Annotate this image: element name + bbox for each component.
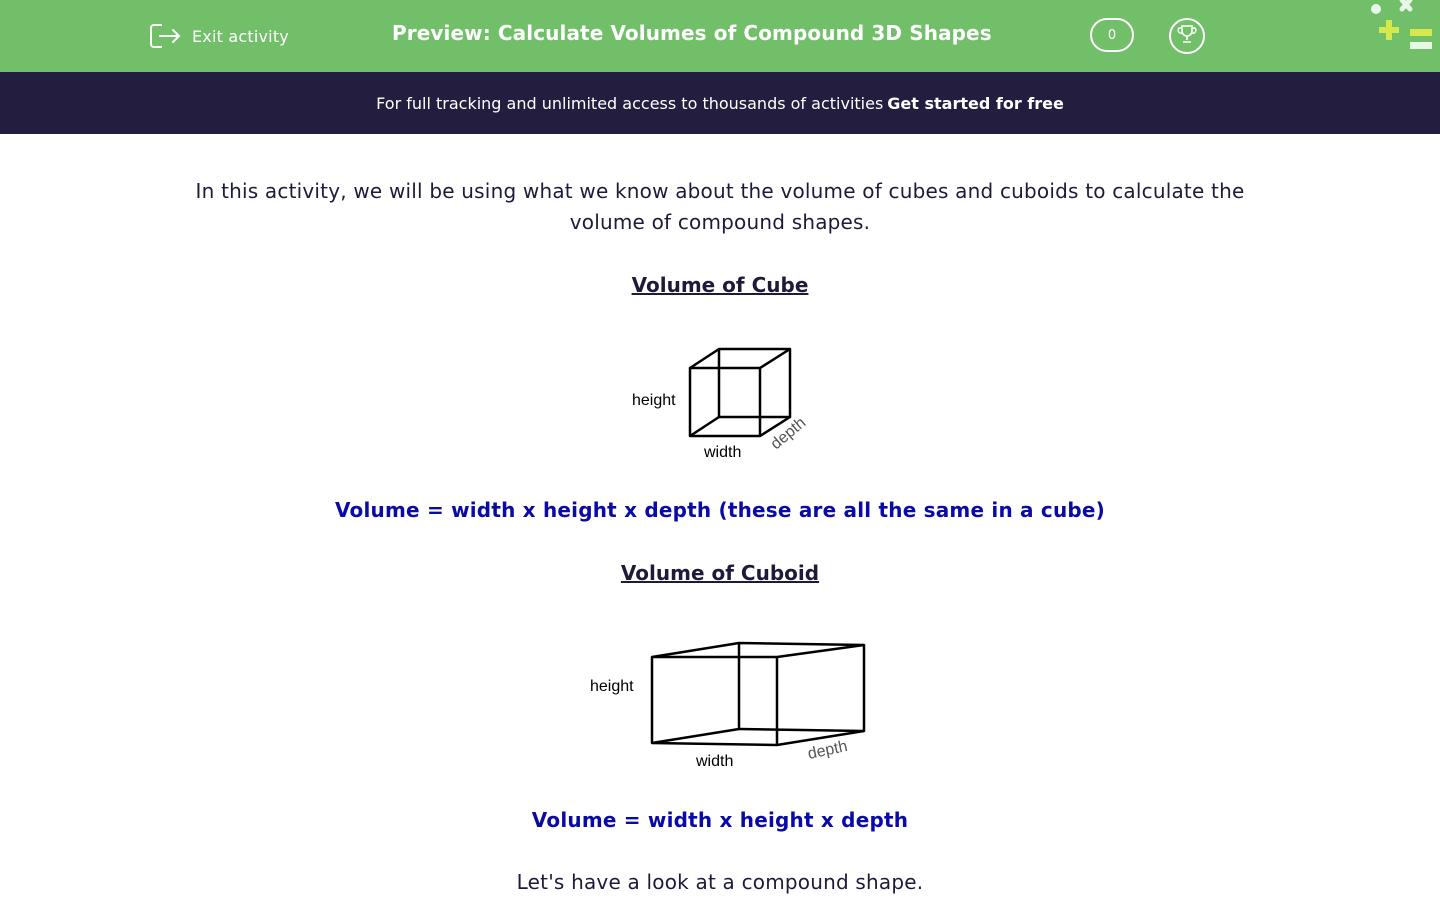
exit-activity-button[interactable] [148,20,289,52]
cube-formula: Volume = width x height x depth (these are all the same in a cube) [334,498,1106,522]
banner-text: For full tracking and unlimited access to thousands of activities [376,93,884,113]
cuboid-diagram [586,634,876,774]
exit-activity-label: Exit activity [192,26,289,46]
signup-banner [0,72,1440,134]
brand-logo [1366,0,1440,56]
cuboid-height-label: height [590,678,634,695]
cube-depth-label: depth [767,414,810,454]
trophy-button[interactable] [1169,18,1205,54]
score-badge: 0 [1090,18,1134,52]
cube-heading: Volume of Cube [631,273,809,297]
exit-icon [148,22,182,50]
cuboid-depth-label: depth [806,737,850,763]
cuboid-formula: Volume = width x height x depth [531,808,909,832]
intro-text: In this activity, we will be using what we know about the volume of cubes and cuboids to calculate the volume of compound shapes. [195,179,1245,234]
cuboid-width-label: width [696,753,734,770]
get-started-link[interactable]: Get started for free [887,93,1064,113]
trophy-icon [1177,24,1197,48]
closing-text: Let's have a look at a compound shape. [516,870,924,894]
cuboid-heading: Volume of Cuboid [620,561,820,585]
cube-height-label: height [632,392,676,409]
top-bar [0,0,1440,72]
cube-diagram [628,340,818,464]
page-title: Preview: Calculate Volumes of Compound 3D Shapes [392,21,992,45]
cube-width-label: width [704,444,742,461]
